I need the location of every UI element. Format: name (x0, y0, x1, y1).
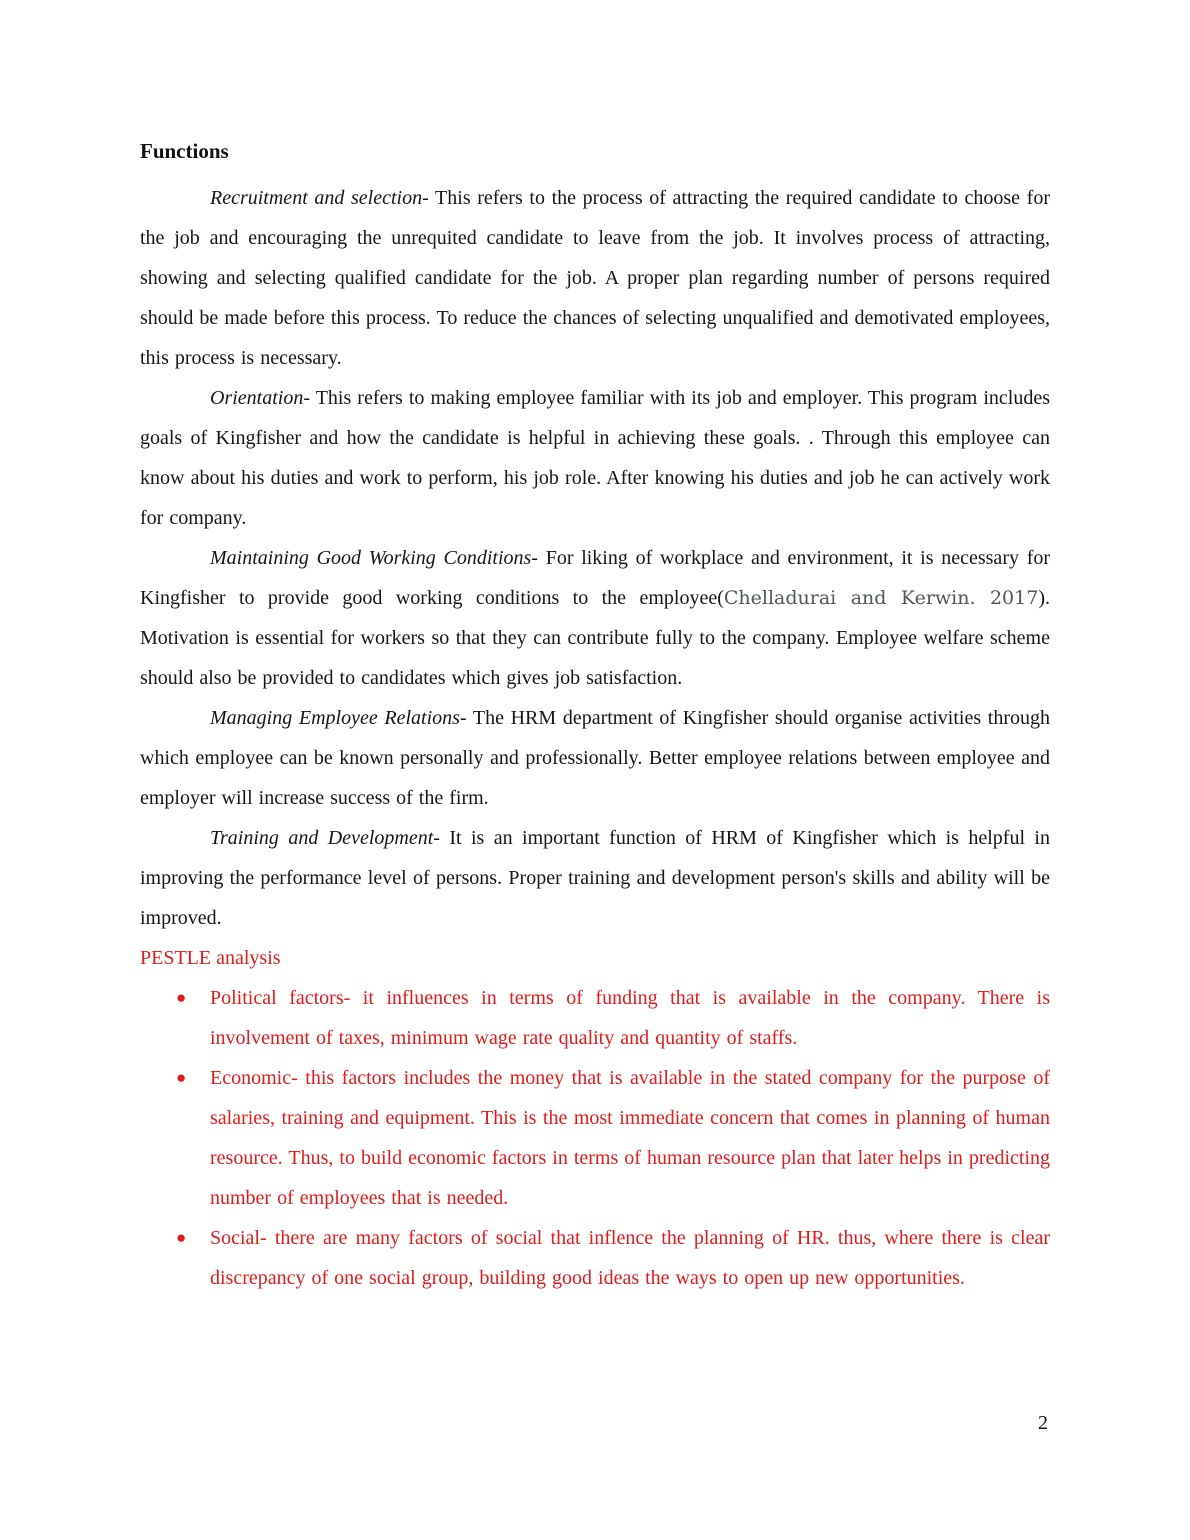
paragraph-body-training-development: It is an important function of HRM of Kingfisher which is helpful in improving the performance level of persons. Proper training and development person's skills and ability will be improved. (140, 827, 1050, 929)
paragraph-orientation (140, 378, 1050, 538)
paragraph-body-employee-relations: The HRM department of Kingfisher should organise activities through which employee can be known personally and professionally. Better employee relations between employee and employer will increase success of the firm. (140, 707, 1050, 809)
pestle-item-economic (140, 1058, 1050, 1218)
pestle-item-text-political: Political factors- it influences in terms of funding that is available in the company. There is involvement of taxes, minimum wage rate quality and quantity of staffs. (210, 987, 1050, 1049)
pestle-item-text-economic: Economic- this factors includes the money that is available in the stated company for the purpose of salaries, training and equipment. This is the most immediate concern that comes in planning of human resource. Thus, to build economic factors in terms of human resource plan that later helps in predicting number of employees that is needed. (210, 1067, 1050, 1209)
bullet-icon: ● (176, 1068, 187, 1087)
paragraph-body-orientation: This refers to making employee familiar with its job and employer. This program includes goals of Kingfisher and how the candidate is helpful in achieving these goals. . Through this employee can know about his duties and work to perform, his job role. After knowing his duties and job he can actively work for company. (140, 387, 1050, 529)
pestle-heading: PESTLE analysis (140, 947, 281, 969)
paragraph-training-development (140, 818, 1050, 938)
paragraph-employee-relations (140, 698, 1050, 818)
bullet-icon: ● (176, 988, 187, 1007)
functions-heading: Functions (140, 139, 229, 163)
paragraph-lead-employee-relations: Managing Employee Relations- (210, 707, 467, 729)
pestle-list (140, 978, 1050, 1298)
paragraph-body-working-conditions-post: ). Motivation is essential for workers so that they can contribute fully to the company. Employee welfare scheme should also be provided to candidates which gives job satisfaction. (140, 587, 1050, 689)
pestle-item-social (140, 1218, 1050, 1298)
pestle-item-political (140, 978, 1050, 1058)
paragraph-lead-orientation: Orientation- (210, 387, 310, 409)
page-number: 2 (1038, 1412, 1048, 1434)
paragraph-working-conditions (140, 538, 1050, 698)
bullet-icon: ● (176, 1228, 187, 1247)
paragraph-lead-recruitment: Recruitment and selection- (210, 187, 429, 209)
citation-chelladurai-kerwin: Chelladurai and Kerwin. 2017 (723, 587, 1039, 609)
paragraph-body-working-conditions-pre: For liking of workplace and environment, it is necessary for Kingfisher to provide good working conditions to the employee( (140, 547, 1051, 609)
paragraph-body-recruitment: This refers to the process of attracting the required candidate to choose for the job and encouraging the unrequited candidate to leave from the job. It involves process of attracting, showing and selecting qualified candidate for the job. A proper plan regarding number of persons required should be made before this process. To reduce the chances of selecting unqualified and demotivated employees, this process is necessary. (140, 187, 1050, 369)
pestle-item-text-social: Social- there are many factors of social that inflence the planning of HR. thus, where there is clear discrepancy of one social group, building good ideas the ways to open up new opportunities. (210, 1227, 1050, 1289)
paragraph-lead-training-development: Training and Development- (210, 827, 440, 849)
paragraph-lead-working-conditions: Maintaining Good Working Conditions- (210, 547, 538, 569)
paragraph-recruitment-selection (140, 178, 1050, 378)
